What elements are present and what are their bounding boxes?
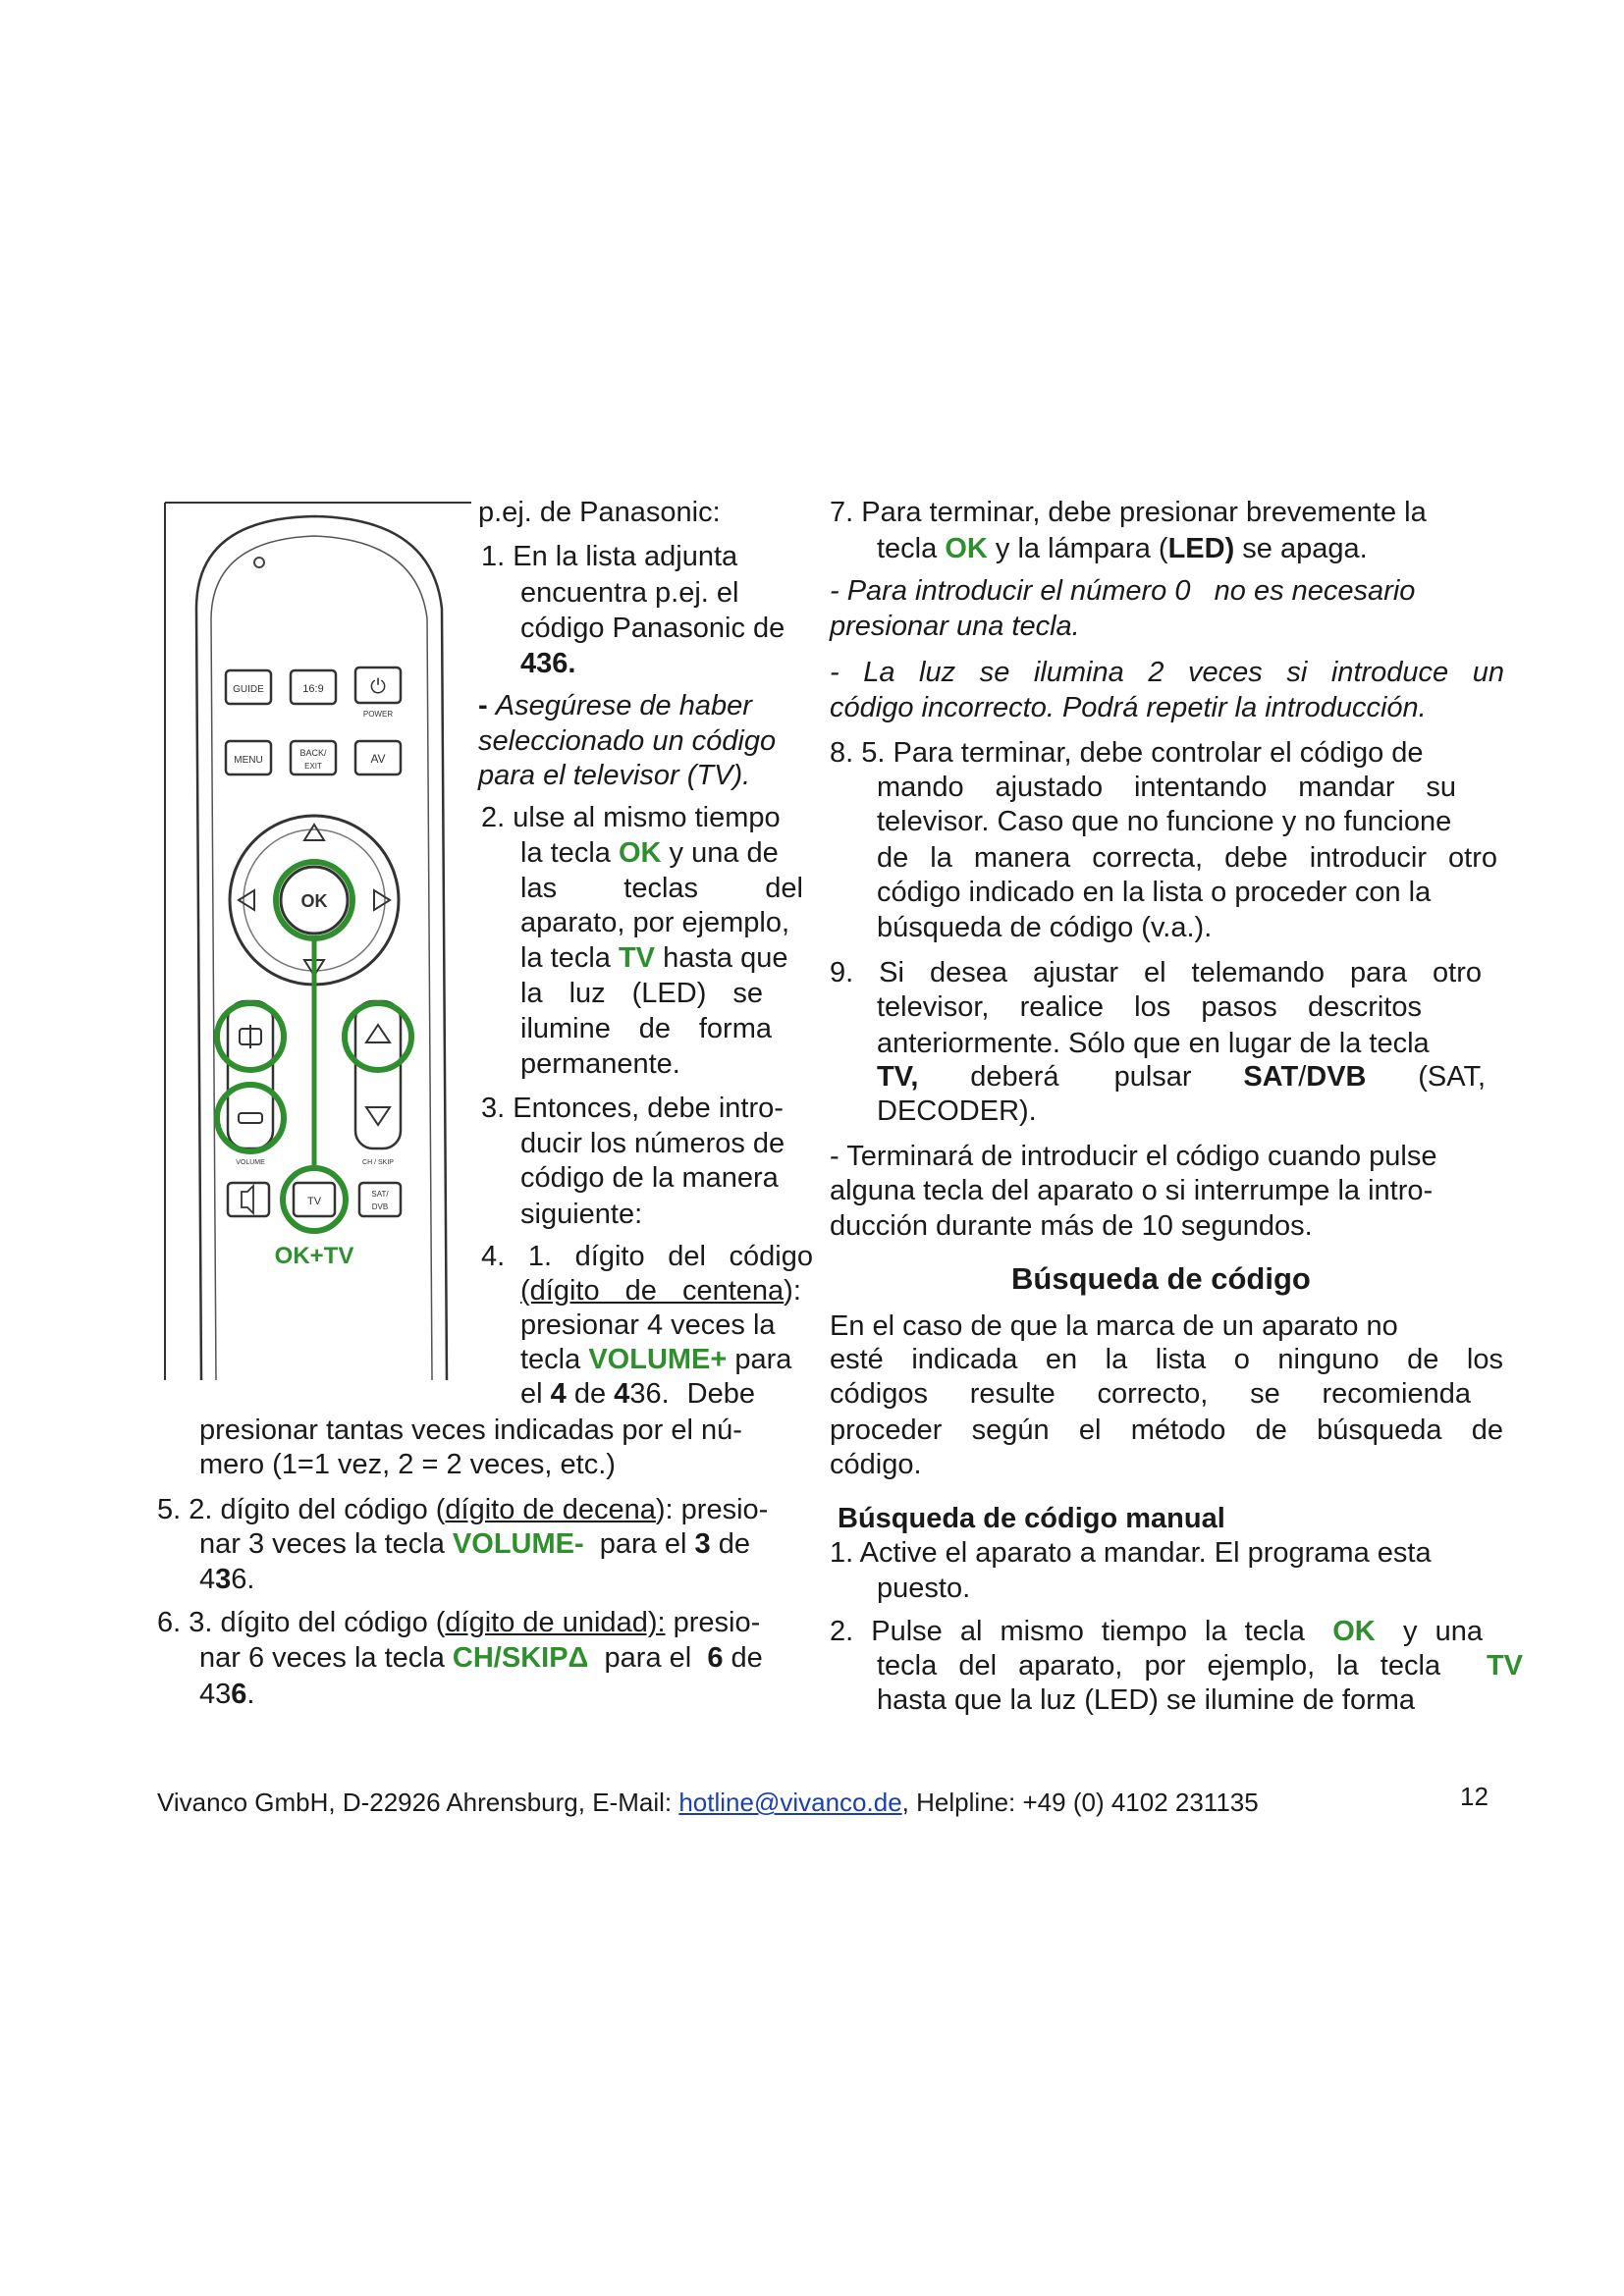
- email-link[interactable]: hotline@vivanco.de: [678, 1788, 902, 1817]
- step9-line4: [877, 1060, 1486, 1094]
- step1-line4: 436.: [520, 648, 576, 679]
- search-para-line4: proceder según el método de búsqueda de: [830, 1415, 1503, 1446]
- step8-line2: mando ajustado intentando mandar su: [877, 772, 1456, 803]
- note-dash: -: [478, 690, 488, 721]
- digit-bold: 3: [694, 1528, 711, 1560]
- sat-dvb-key-ref: [1243, 1060, 1366, 1094]
- step5-text: nar 3 veces la tecla: [199, 1528, 445, 1560]
- step9-text: (SAT,: [1418, 1061, 1486, 1093]
- menu-button-label: MENU: [234, 755, 263, 766]
- step4-line6: presionar tantas veces indicadas por el nú-: [199, 1415, 742, 1446]
- note-text1: Asegúrese de haber: [495, 690, 752, 721]
- digit-bold: 6: [707, 1642, 724, 1674]
- end-line1: - Terminará de introducir el código cuando pulse: [830, 1141, 1437, 1172]
- note-line3: [478, 759, 750, 792]
- search-para-line3: códigos resulte correcto, se recomienda: [830, 1378, 1471, 1410]
- slash: /: [1298, 1061, 1307, 1093]
- step6-line1: [157, 1606, 760, 1639]
- note0-line2: [830, 610, 1080, 643]
- ok-button-label: OK: [300, 891, 328, 911]
- step6-text: 6. 3. dígito del código (: [157, 1607, 446, 1638]
- step4-text: de: [573, 1378, 607, 1410]
- step4-text: ):: [784, 1275, 801, 1307]
- digit-bold: 6: [231, 1679, 247, 1710]
- manual-step2-line1: [830, 1615, 1483, 1648]
- step5-text: 6.: [231, 1564, 255, 1595]
- manual-step2-line3: hasta que la luz (LED) se ilumine de forma: [877, 1684, 1416, 1716]
- tv-button-label: TV: [306, 1196, 322, 1207]
- ratio-button-label: 16:9: [302, 683, 324, 695]
- note-text3: para el televisor (TV).: [478, 760, 751, 791]
- note-led-text: código incorrecto. Podrá repetir la introducción.: [830, 692, 1427, 723]
- search-para-line2: esté indicada en la lista o ninguno de los: [830, 1344, 1503, 1375]
- end-line2: alguna tecla del aparato o si interrumpe la intro-: [830, 1175, 1434, 1206]
- step9-text: deberá pulsar: [970, 1061, 1192, 1093]
- led-ref: LED): [1167, 533, 1235, 564]
- intro-line: p.ej. de Panasonic:: [478, 497, 721, 528]
- section-heading-code-search: Búsqueda de código: [1011, 1261, 1311, 1296]
- note0-text: - Para introducir el número 0 no es necesario: [830, 575, 1416, 607]
- digit-bold: 4: [614, 1378, 630, 1410]
- step9-line1: 9. Si desea ajustar el telemando para otro: [830, 957, 1482, 988]
- page-number: 12: [1460, 1782, 1489, 1811]
- tv-key-ref: TV: [618, 942, 656, 974]
- manual-step2-line2: [877, 1649, 1523, 1682]
- remote-caption: OK+TV: [274, 1243, 354, 1269]
- step2-text: hasta que: [663, 942, 788, 974]
- step7-line2: [877, 532, 1368, 565]
- step2-line7: ilumine de forma: [520, 1013, 772, 1044]
- guide-button-label: GUIDE: [233, 684, 264, 695]
- power-icon: ⏻: [370, 676, 386, 698]
- step2-line8: permanente.: [520, 1048, 680, 1080]
- volume-label: VOLUME: [236, 1159, 265, 1166]
- digit-units-label: dígito de unidad):: [445, 1607, 666, 1638]
- step2-text: y una de: [669, 837, 779, 869]
- exit-button-label: EXIT: [304, 762, 322, 771]
- footer-text: , Helpline: +49 (0) 4102 231135: [901, 1788, 1259, 1817]
- step5-line3: [199, 1563, 254, 1596]
- tv-key-ref: TV: [1486, 1650, 1523, 1682]
- manual-step2-text: tecla del aparato, por ejemplo, la tecla: [877, 1650, 1441, 1682]
- note-line1: [478, 689, 752, 722]
- search-para-line5: código.: [830, 1449, 922, 1480]
- digit-hundreds-label: (dígito de centena: [520, 1275, 785, 1307]
- step9-line5: DECODER).: [877, 1095, 1037, 1127]
- back-button-label: BACK/: [299, 748, 327, 758]
- manual-step2-text: 2. Pulse al mismo tiempo la tecla: [830, 1616, 1305, 1647]
- sat-key: SAT: [1243, 1061, 1299, 1093]
- step3-line3: código de la manera: [520, 1162, 779, 1194]
- step5-text: ): presio-: [655, 1494, 769, 1525]
- sat-button-label: SAT/: [371, 1190, 389, 1199]
- step2-text: la tecla: [520, 837, 611, 869]
- remote-illustration: [157, 491, 471, 1380]
- step4-line1: 4. 1. dígito del código: [481, 1241, 813, 1272]
- note-line2: [478, 724, 776, 758]
- step6-text: presio-: [673, 1607, 761, 1638]
- step4-line5: [520, 1377, 755, 1411]
- digit-bold: 4: [550, 1378, 567, 1410]
- step3-line1: 3. Entonces, debe intro-: [481, 1093, 784, 1124]
- manual-step2-text: y una: [1403, 1616, 1483, 1647]
- step1-line1: 1. En la lista adjunta: [481, 541, 738, 572]
- step2-line4: aparato, por ejemplo,: [520, 907, 790, 938]
- volume-minus-key-ref: VOLUME-: [452, 1528, 584, 1560]
- digit-tens-label: dígito de decena: [445, 1494, 656, 1525]
- step8-line4: de la manera correcta, debe introducir otro: [877, 842, 1497, 874]
- step5-text: 5. 2. dígito del código (: [157, 1494, 446, 1525]
- step6-text: para el: [604, 1642, 692, 1674]
- step4-text: 36. Debe: [629, 1378, 756, 1410]
- note-led-line2: [830, 691, 1427, 724]
- step7-text: se apaga.: [1242, 533, 1368, 564]
- step6-line2: [199, 1641, 763, 1675]
- end-line3: ducción durante más de 10 segundos.: [830, 1210, 1313, 1242]
- ok-key-ref: OK: [945, 533, 988, 564]
- step5-text: de: [718, 1528, 750, 1560]
- step2-text: la tecla: [520, 942, 611, 974]
- step4-line7: mero (1=1 vez, 2 = 2 veces, etc.): [199, 1449, 616, 1480]
- dvb-button-label: DVB: [371, 1202, 389, 1211]
- step5-line2: [199, 1527, 750, 1561]
- note-text2: seleccionado un código: [478, 725, 777, 757]
- search-para-line1: En el caso de que la marca de un aparato no: [830, 1310, 1398, 1342]
- step6-text: .: [246, 1679, 255, 1710]
- note-led-text: - La luz se ilumina 2 veces si introduce un: [830, 657, 1504, 688]
- step6-line3: [199, 1678, 254, 1711]
- step6-text: nar 6 veces la tecla: [199, 1642, 445, 1674]
- tv-key-ref: TV,: [877, 1061, 919, 1093]
- ok-key-ref: OK: [1332, 1616, 1376, 1647]
- volume-plus-key-ref: VOLUME+: [588, 1344, 728, 1375]
- dvb-key: DVB: [1306, 1061, 1367, 1093]
- step3-line2: ducir los números de: [520, 1128, 785, 1159]
- section-heading-manual-search: Búsqueda de código manual: [838, 1503, 1225, 1534]
- step8-line5: código indicado en la lista o proceder con la: [877, 877, 1432, 908]
- step2-line2: [520, 836, 779, 870]
- step3-line4: siguiente:: [520, 1199, 643, 1230]
- step4-text: el: [520, 1378, 543, 1410]
- step5-line1: [157, 1493, 768, 1526]
- ok-key-ref: OK: [618, 837, 662, 869]
- step1-line3: código Panasonic de: [520, 613, 785, 644]
- remote-drawing: [157, 491, 471, 1380]
- step8-line6: búsqueda de código (v.a.).: [877, 912, 1213, 943]
- step8-line3: televisor. Caso que no funcione y no funcione: [877, 806, 1452, 837]
- digit-bold: 3: [215, 1564, 232, 1595]
- manual-step1-line2: puesto.: [877, 1573, 971, 1604]
- note-led-line1: [830, 656, 1504, 689]
- step1-line2: encuentra p.ej. el: [520, 577, 739, 609]
- step4-text: para: [734, 1344, 792, 1375]
- step7-line1: 7. Para terminar, debe presionar brevemente la: [830, 497, 1427, 528]
- note0-line1: [830, 574, 1415, 608]
- ch-skip-key-ref: CH/SKIPΔ: [452, 1642, 589, 1674]
- footer-text: Vivanco GmbH, D-22926 Ahrensburg, E-Mail:: [157, 1788, 673, 1817]
- step7-text: y la lámpara (: [995, 533, 1168, 564]
- step7-text: tecla: [877, 533, 938, 564]
- step4-line3: presionar 4 veces la: [520, 1309, 776, 1341]
- step4-line4: [520, 1343, 791, 1376]
- av-button-label: AV: [370, 752, 386, 766]
- step4-line2: [520, 1274, 801, 1308]
- footer-contact: [157, 1788, 1259, 1817]
- step5-text: para el: [599, 1528, 687, 1560]
- step4-text: tecla: [520, 1344, 581, 1375]
- step6-text: 43: [199, 1679, 232, 1710]
- step2-line3: las teclas del: [520, 873, 803, 904]
- step2-line1: 2. ulse al mismo tiempo: [481, 802, 781, 833]
- step2-line6: la luz (LED) se: [520, 978, 763, 1009]
- step9-line3: anteriormente. Sólo que en lugar de la tecla: [877, 1028, 1430, 1059]
- step9-line2: televisor, realice los pasos descritos: [877, 991, 1422, 1023]
- manual-step1-line1: 1. Active el aparato a mandar. El programa esta: [830, 1537, 1432, 1569]
- step8-line1: 8. 5. Para terminar, debe controlar el código de: [830, 737, 1424, 769]
- step2-line5: [520, 941, 787, 975]
- step6-text: de: [731, 1642, 763, 1674]
- ch-skip-label: CH / SKIP: [362, 1159, 394, 1166]
- step5-text: 4: [199, 1564, 216, 1595]
- note0-text: presionar una tecla.: [830, 611, 1080, 642]
- power-label: POWER: [362, 710, 394, 719]
